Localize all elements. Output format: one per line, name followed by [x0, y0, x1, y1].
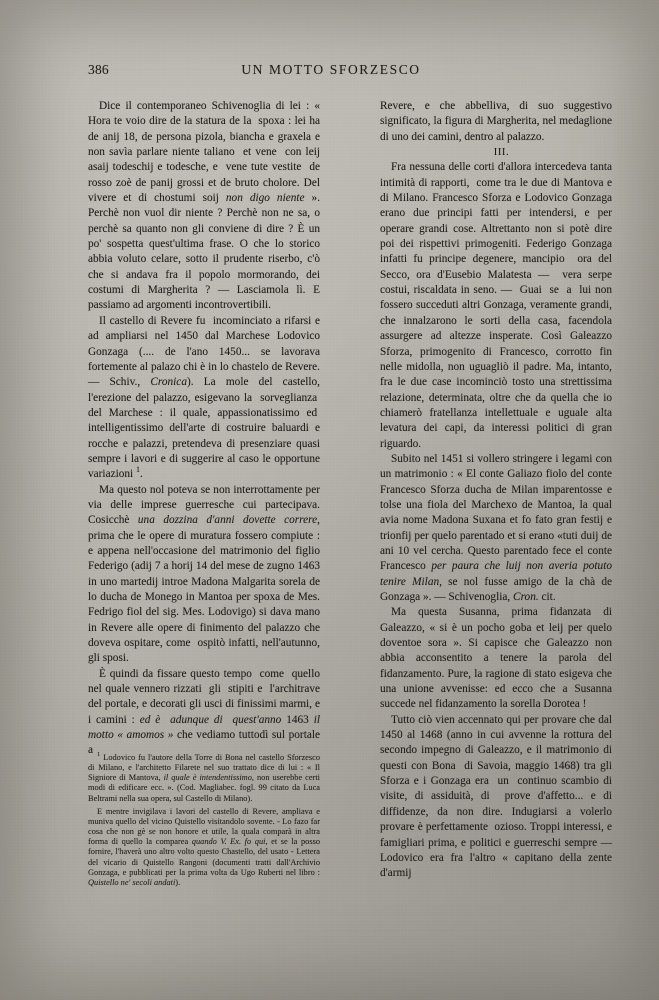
- paragraph: Revere, e che abbelliva, di suo suggestivo significato, la figura di Margherita, nel medaglione di uno dei camini, dentro al palazzo.: [380, 100, 612, 143]
- section-number: III.: [493, 147, 510, 159]
- text-column-left: [88, 99, 320, 759]
- running-title: UN MOTTO SFORZESCO: [241, 62, 421, 77]
- footnote-item: $^1$ Lodovico fu l'autore della Torre di Bona nel castello Sforzesco di Milano, e l'architetto Filarete nel suo trattato dice di lui : « Il Signiore di Mantova, il quale è intendentissimo, non userebbe certi modi di edificare ecc. ». (Cod. Magliabec. fogl. 99 citato da Luca Beltrami nella sua opera, sul Castello di Milano).: [88, 751, 320, 803]
- footnote-marker: 1: [97, 751, 101, 759]
- paragraph: Tutto ciò vien accennato qui per provare che dal 1450 al 1468 (anno in cui avvenne la rottura del secondo impegno di Galeazzo, e il matrimonio di questi con Bona di Savoia, maggio 1468) tra gli Sforza e i Gonzaga era un continuo scambio di visite, di assiduità, di prove d'affetto... e di diffidenze, da non dire. Indugiarsi a volerlo provare è perfettamente ozioso. Troppi interessi, e famigliari prima, e politici e guerreschi sempre — Lodovico era fra l'altro « capitano della zente d'armij: [380, 713, 612, 880]
- running-head: [88, 62, 574, 80]
- footnote-item: E mentre invigilava i lavori del castello di Revere, ampliava e muniva quello del vicino Quistello visitandolo sovente. - Lo fazo far cosa che non gè se non honore et utile, la quala comparà in altra forma di quello la comparea quando V. Ex. fo qui, et se la posso fornire, l'haverà uno altro volto questo Chastello, del usato - Lettera del vicario di Quistello Rangoni (documenti tratti dall'Archivio Gonzaga, e pubblicati per la prima volta da Ugo Ruberti nel libro : Quistello ne' secoli andati).: [88, 806, 320, 887]
- paragraph: Subito nel 1451 si vollero stringere i legami con un matrimonio : « El conte Galiazo fiolo del conte Francesco Sforza ducha de Milan imparentosse e tolse una fiola del Marchexo de Mantoa, la qual avia nome Madona Suxana et fo fato gran festij e trionfij per quelo parentado et si erano «tuti duij de ani 10 vel cercha. Questo parentado fece el conte Francesco per paura che luij non averia potuto tenire Milan, se nol fusse amigo de la chà de Gonzaga ». — Schivenoglia, Cron. cit.: [380, 452, 612, 603]
- paragraph: Ma questa Susanna, prima fidanzata di Galeazzo, « si è un pocho goba et leij per quelo doventoe sora ». Si capisce che Galeazzo non abbia acconsentito a tenere la parola del fidanzamento. Pure, la ragione di stato esigeva che una unione avvenisse: ed ecco che a Susanna succede nel fidanzamento la sorella Dorotea !: [380, 606, 612, 711]
- paragraph: Ma questo nol poteva se non interrottamente per via delle imprese guerresche cui partecipava. Cosicchè una dozzina d'anni dovette correre, prima che le opere di muratura fossero compiute : e appena nell'occasione del matrimonio del figlio Federigo (adij 7 a horij 14 del mese de zugno 1463 in uno martedij introe Madona Malgarita sorela de lo ducha de Monego in Mantoa per spoxa de Mes. Fedrigo fiol del sig. Mes. Lodovigo) si dava mano in Revere alle opere di finimento del palazzo che doveva ospitare, come ospitò infatti, nell'autunno, gli sposi.: [88, 483, 320, 665]
- text-column-right: [380, 99, 612, 882]
- paragraph: Il castello di Revere fu incominciato a rifarsi e ad ampliarsi nel 1450 dal Marchese Lodovico Gonzaga (.... de l'ano 1450... se lavorava fortemente al palazo chi è in lo chastelo de Revere. — Schiv., Cronica). La mole del castello, l'erezione del palazzo, esigevano la sorveglianza del Marchese : il quale, appassionatissimo ed intelligentissimo dell'arte di costruire baluardi e rocche e palazzi, pretendeva di presenziare quasi sempre i lavori e di suggerire al caso le opportune variazioni $^1$.: [88, 314, 321, 481]
- page-number: 386: [88, 62, 109, 77]
- footnote-block: [88, 753, 320, 888]
- paragraph: Fra nessuna delle corti d'allora intercedeva tanta intimità di rapporti, come tra le due di Mantova e di Milano. Francesco Sforza e Lodovico Gonzaga erano due principi fatti per intendersi, e per operare grandi cose. Altrettanto non si potè dire poi dei rispettivi primogeniti. Federigo Gonzaga infatti fu principe degenere, mancipio ora del Secco, ora d'Eusebio Malatesta — vera serpe costui, riscaldata in seno. — Guai se a lui non fossero succeduti altri Gonzaga, veramente grandi, che innalzarono le sorti della casa, facendola assurgere ad altezze insperate. Così Galeazzo Sforza, primogenito di Francesco, corrotto fin nelle midolla, non uguagliò il padre. Ma, intanto, fra le due case incominciò tosto una strettissima relazione, determinata, oltre che da quella che io chiamerò fratellanza intellettuale e uguale alta levatura dei capi, da interessi politici di gran riguardo.: [380, 161, 612, 450]
- paragraph: Dice il contemporaneo Schivenoglia di lei : « Hora te voio dire de la statura de la spoxa : lei ha de anij 18, de persona pizola, biancha e graxela e non savìa parlare niente taliano et vene con leij asaij todeschij e todesche, e vene tute vestite de rosso zoè de panij grossi et de bruto cholore. Del vivere et di chostumi soij non digo niente ». Perchè non vuol dir niente ? Perchè non ne sa, o perchè sa quanto non gli conviene di dire ? È un po' sospetta quest'ultima frase. O che lo storico abbia voluto celare, sotto il prudente riserbo, c'ò che si andava fra il popolo mormorando, dei costumi di Margherita ? — Lasciamola lì. E passiamo ad argomenti incontrovertibili.: [88, 100, 321, 312]
- footnote-ref: 1: [136, 465, 140, 475]
- paragraph: È quindi da fissare questo tempo come quello nel quale vennero rizzati gli stipiti e l'architrave del portale, e decorati gli usci di finissimi marmi, e i camini : ed è adunque di quest'anno 1463 il motto « amomos » che vediamo tuttodì sul portale a: [88, 667, 320, 757]
